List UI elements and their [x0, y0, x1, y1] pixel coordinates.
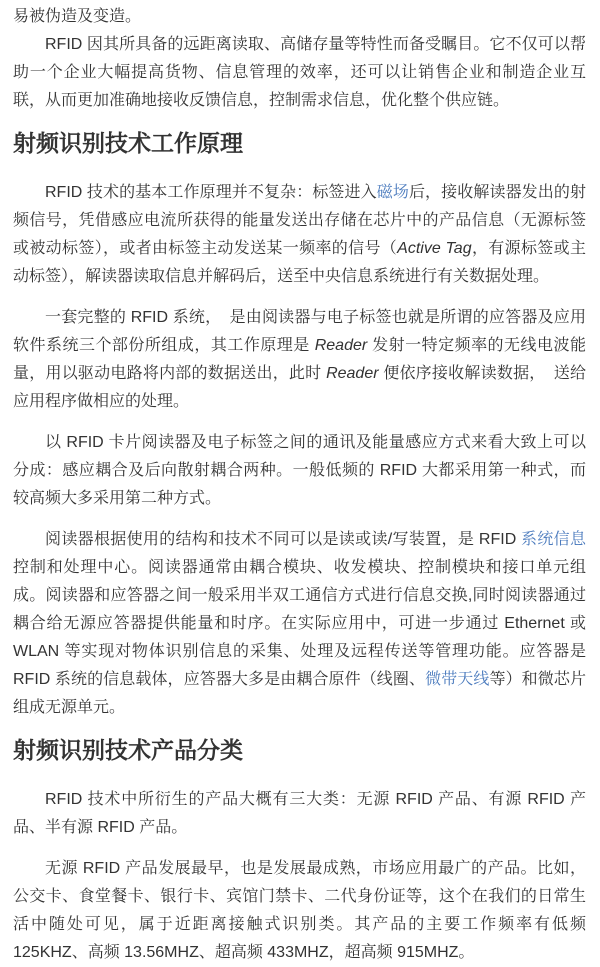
- paragraph-product-categories: [13, 786, 586, 842]
- paragraph-complete-system: [13, 304, 586, 416]
- text-run: RFID 技术中所衍生的产品大概有三大类：无源 RFID 产品、有源 RFID 产品、半有源 RFID 产品。: [13, 791, 586, 836]
- link-system-information[interactable]: 系统信息: [521, 531, 586, 548]
- paragraph-coupling-types: [13, 429, 586, 513]
- text-run-reader: Reader: [326, 365, 379, 382]
- text-run: 控制和处理中心。阅读器通常由耦合模块、收发模块、控制模块和接口单元组成。阅读器和应答器之间一般采用半双工通信方式进行信息交换,同时阅读器通过耦合给无源应答器提供能量和时序。在实际应用中，可进一步通过 Ethernet 或 WLAN 等实现对物体识别信息的采集、处理及远程传送等管理功能。应答器是 RFID 系统的信息载体，应答器大多是由耦合原件（线圈、: [13, 559, 586, 688]
- text-run: 阅读器根据使用的结构和技术不同可以是读或读/写装置，是 RFID: [45, 531, 522, 548]
- text-run: 等）和微芯片组成无源单元。: [13, 671, 586, 716]
- section-heading-product-classification: 射频识别技术产品分类: [13, 737, 243, 763]
- text-run: 后，接收解读器发出的射频信号，凭借感应电流所获得的能量发送出存储在芯片中的产品信息（无源标签或被动标签），或者由标签主动发送某一频率的信号（: [13, 184, 586, 257]
- text-run: RFID 技术的基本工作原理并不复杂：标签进入: [45, 184, 377, 201]
- text-run: 便依序接收解读数据， 送给应用程序做相应的处理。: [13, 365, 586, 410]
- paragraph-passive-products: [13, 855, 586, 967]
- text-run: 易被伪造及变造。: [13, 8, 142, 25]
- text-run: 无源 RFID 产品发展最早，也是发展最成熟，市场应用最广的产品。比如，公交卡、食堂餐卡、银行卡、宾馆门禁卡、二代身份证等，这个在我们的日常生活中随处可见，属于近距离接触式识别类。其产品的主要工作频率有低频 125KHZ、高频 13.56MHZ、超高频 433MHZ，超高频 915MHZ。: [13, 860, 586, 961]
- link-microstrip-antenna[interactable]: 微带天线: [425, 671, 490, 688]
- section-heading-working-principle: 射频识别技术工作原理: [13, 130, 243, 156]
- text-run: 发射一特定频率的无线电波能量，用以驱动电路将内部的数据送出，此时: [13, 337, 586, 382]
- text-run: RFID 因其所具备的远距离读取、高储存量等特性而备受瞩目。它不仅可以帮助一个企业大幅提高货物、信息管理的效率，还可以让销售企业和制造企业互联，从而更加准确地接收反馈信息，控制需求信息，优化整个供应链。: [13, 36, 586, 109]
- text-run-reader: Reader: [314, 337, 368, 354]
- text-run: 以 RFID 卡片阅读器及电子标签之间的通讯及能量感应方式来看大致上可以分成：感应耦合及后向散射耦合两种。一般低频的 RFID 大都采用第一种式，而较高频大多采用第二种方式。: [13, 434, 586, 507]
- paragraph-basic-principle: [13, 179, 586, 291]
- paragraph-rfid-overview: [13, 31, 586, 115]
- paragraph-intro-fragment: [13, 3, 586, 31]
- link-magnetic-field[interactable]: 磁场: [376, 184, 409, 201]
- text-run: 一套完整的 RFID 系统， 是由阅读器与电子标签也就是所谓的应答器及应用软件系统三个部份所组成，其工作原理是: [13, 309, 586, 354]
- paragraph-reader-structure: [13, 526, 586, 722]
- text-run-active-tag: Active Tag: [397, 240, 472, 257]
- text-run: ，有源标签或主动标签），解读器读取信息并解码后，送至中央信息系统进行有关数据处理。: [13, 240, 586, 285]
